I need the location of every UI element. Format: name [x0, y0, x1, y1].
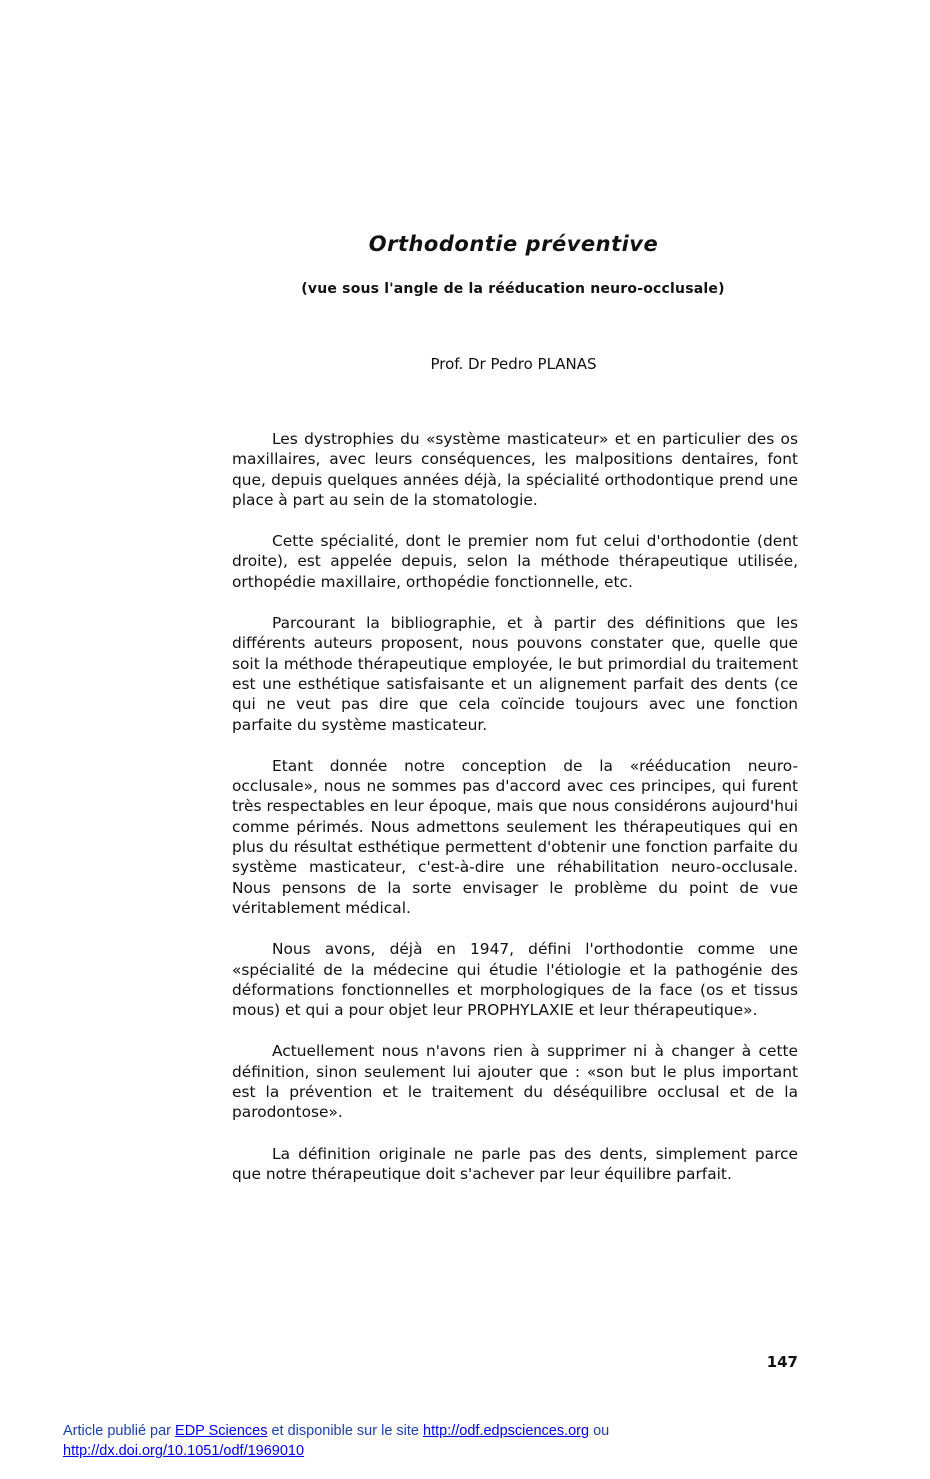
article-title: Orthodontie préventive	[368, 232, 659, 256]
page-number: 147	[766, 1353, 798, 1371]
footer-suffix-text: ou	[589, 1423, 610, 1439]
article-body	[232, 429, 798, 1205]
paragraph-6: Actuellement nous n'avons rien à supprimer ni à changer à cette définition, sinon seulement lui ajouter que : «son but le plus important est la prévention et le traitement du déséquilibre occlusal et de la parodontose».	[232, 1042, 798, 1122]
paragraph-1: Les dystrophies du «système masticateur» et en particulier des os maxillaires, avec leurs conséquences, les malpositions dentaires, font que, depuis quelques années déjà, la spécialité orthodontique prend une place à part au sein de la stomatologie.	[232, 430, 798, 509]
article-subtitle: (vue sous l'angle de la rééducation neuro-occlusale)	[301, 281, 725, 297]
footer-prefix-text: Article publié par	[63, 1423, 176, 1439]
paragraph-3: Parcourant la bibliographie, et à partir des définitions que les différents auteurs proposent, nous pouvons constater que, quelle que soit la méthode thérapeutique employée, le but primordial du traitement est une esthétique satisfaisante et un alignement parfait des dents (ce qui ne veut pas dire que cela coïncide toujours avec une fonction parfaite du système masticateur.	[232, 614, 798, 734]
article-author: Prof. Dr Pedro PLANAS	[430, 355, 597, 373]
footer-middle-text: et disponible sur le site	[267, 1423, 424, 1439]
paragraph-2: Cette spécialité, dont le premier nom fut celui d'orthodontie (dent droite), est appelée depuis, selon la méthode thérapeutique utilisée, orthopédie maxillaire, orthopédie fonctionnelle, etc.	[232, 532, 798, 591]
doi-link[interactable]: http://dx.doi.org/10.1051/odf/1969010	[63, 1443, 305, 1459]
paragraph-5: Nous avons, déjà en 1947, défini l'orthodontie comme une «spécialité de la médecine qui étudie l'étiologie et la pathogénie des déformations fonctionnelles et morphologiques de la face (os et tissus mous) et qui a pour objet leur PROPHYLAXIE et leur thérapeutique».	[232, 940, 798, 1020]
publisher-link[interactable]: EDP Sciences	[175, 1423, 268, 1439]
paragraph-4: Etant donnée notre conception de la «rééducation neuro-occlusale», nous ne sommes pas d'accord avec ces principes, qui furent très respectables en leur époque, mais que nous considérons aujourd'hui comme périmés. Nous admettons seulement les thérapeutiques qui en plus du résultat esthétique permettent d'obtenir une fonction parfaite du système masticateur, c'est-à-dire une réhabilitation neuro-occlusale. Nous pensons de la sorte envisager le problème du point de vue véritablement médical.	[232, 756, 798, 917]
paragraph-7: La définition originale ne parle pas des dents, simplement parce que notre thérapeutique doit s'achever par leur équilibre parfait.	[232, 1144, 798, 1183]
publication-footer	[63, 1421, 863, 1461]
site-link[interactable]: http://odf.edpsciences.org	[423, 1423, 590, 1439]
